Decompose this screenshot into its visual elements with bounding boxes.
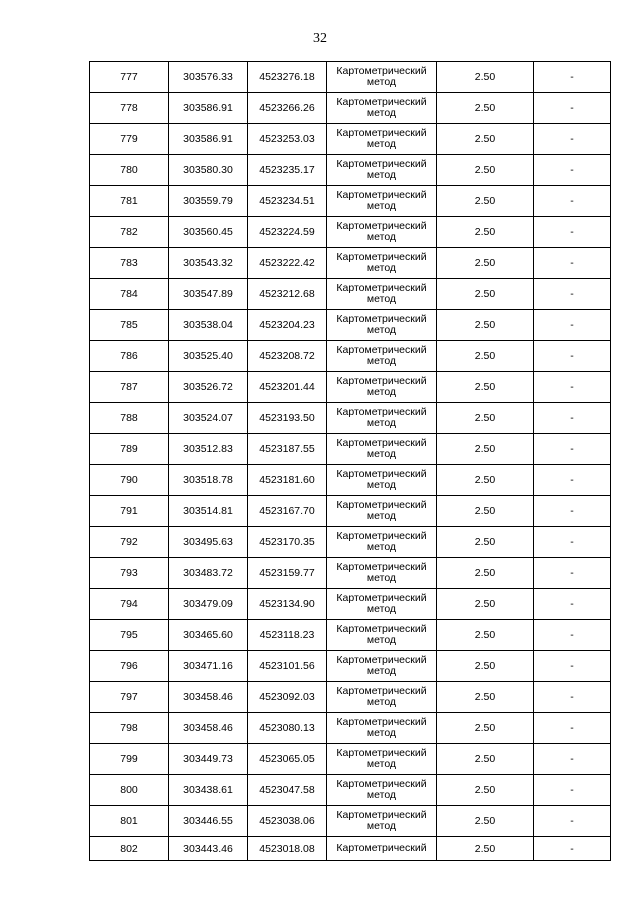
point-number-cell: 794	[90, 589, 169, 620]
table-row	[90, 806, 611, 837]
y-coordinate-cell: 4523222.42	[248, 248, 327, 279]
table-row	[90, 589, 611, 620]
y-coordinate-cell: 4523266.26	[248, 93, 327, 124]
point-number-cell: 786	[90, 341, 169, 372]
y-coordinate-cell: 4523167.70	[248, 496, 327, 527]
y-coordinate-cell: 4523092.03	[248, 682, 327, 713]
table-row	[90, 62, 611, 93]
note-cell: -	[534, 589, 611, 620]
method-cell: Картометрический метод	[327, 775, 437, 806]
x-coordinate-cell: 303483.72	[169, 558, 248, 589]
table-row	[90, 744, 611, 775]
table-row	[90, 527, 611, 558]
point-number-cell: 791	[90, 496, 169, 527]
y-coordinate-cell: 4523193.50	[248, 403, 327, 434]
accuracy-cell: 2.50	[437, 434, 534, 465]
x-coordinate-cell: 303524.07	[169, 403, 248, 434]
table-row	[90, 403, 611, 434]
point-number-cell: 781	[90, 186, 169, 217]
method-cell: Картометрический метод	[327, 806, 437, 837]
method-cell: Картометрический метод	[327, 186, 437, 217]
point-number-cell: 783	[90, 248, 169, 279]
method-cell: Картометрический метод	[327, 403, 437, 434]
method-cell: Картометрический метод	[327, 651, 437, 682]
method-cell: Картометрический метод	[327, 372, 437, 403]
y-coordinate-cell: 4523234.51	[248, 186, 327, 217]
point-number-cell: 787	[90, 372, 169, 403]
accuracy-cell: 2.50	[437, 713, 534, 744]
x-coordinate-cell: 303538.04	[169, 310, 248, 341]
x-coordinate-cell: 303580.30	[169, 155, 248, 186]
y-coordinate-cell: 4523047.58	[248, 775, 327, 806]
accuracy-cell: 2.50	[437, 341, 534, 372]
y-coordinate-cell: 4523118.23	[248, 620, 327, 651]
accuracy-cell: 2.50	[437, 217, 534, 248]
x-coordinate-cell: 303446.55	[169, 806, 248, 837]
table-row	[90, 496, 611, 527]
accuracy-cell: 2.50	[437, 372, 534, 403]
accuracy-cell: 2.50	[437, 93, 534, 124]
note-cell: -	[534, 837, 611, 861]
x-coordinate-cell: 303518.78	[169, 465, 248, 496]
point-number-cell: 801	[90, 806, 169, 837]
point-number-cell: 797	[90, 682, 169, 713]
note-cell: -	[534, 403, 611, 434]
point-number-cell: 785	[90, 310, 169, 341]
table-row	[90, 713, 611, 744]
method-cell: Картометрический метод	[327, 93, 437, 124]
point-number-cell: 796	[90, 651, 169, 682]
point-number-cell: 798	[90, 713, 169, 744]
x-coordinate-cell: 303449.73	[169, 744, 248, 775]
x-coordinate-cell: 303465.60	[169, 620, 248, 651]
x-coordinate-cell: 303512.83	[169, 434, 248, 465]
point-number-cell: 782	[90, 217, 169, 248]
y-coordinate-cell: 4523181.60	[248, 465, 327, 496]
note-cell: -	[534, 620, 611, 651]
note-cell: -	[534, 806, 611, 837]
y-coordinate-cell: 4523253.03	[248, 124, 327, 155]
x-coordinate-cell: 303495.63	[169, 527, 248, 558]
accuracy-cell: 2.50	[437, 496, 534, 527]
y-coordinate-cell: 4523201.44	[248, 372, 327, 403]
method-cell: Картометрический метод	[327, 465, 437, 496]
note-cell: -	[534, 155, 611, 186]
x-coordinate-cell: 303560.45	[169, 217, 248, 248]
accuracy-cell: 2.50	[437, 744, 534, 775]
note-cell: -	[534, 651, 611, 682]
table-row	[90, 682, 611, 713]
x-coordinate-cell: 303547.89	[169, 279, 248, 310]
method-cell: Картометрический метод	[327, 713, 437, 744]
table-row	[90, 651, 611, 682]
y-coordinate-cell: 4523065.05	[248, 744, 327, 775]
point-number-cell: 779	[90, 124, 169, 155]
point-number-cell: 795	[90, 620, 169, 651]
table-row	[90, 434, 611, 465]
accuracy-cell: 2.50	[437, 527, 534, 558]
point-number-cell: 788	[90, 403, 169, 434]
x-coordinate-cell: 303471.16	[169, 651, 248, 682]
note-cell: -	[534, 434, 611, 465]
x-coordinate-cell: 303576.33	[169, 62, 248, 93]
note-cell: -	[534, 279, 611, 310]
method-cell: Картометрический метод	[327, 248, 437, 279]
accuracy-cell: 2.50	[437, 310, 534, 341]
accuracy-cell: 2.50	[437, 589, 534, 620]
method-cell: Картометрический метод	[327, 310, 437, 341]
table-row	[90, 775, 611, 806]
note-cell: -	[534, 744, 611, 775]
point-number-cell: 790	[90, 465, 169, 496]
table-row	[90, 558, 611, 589]
accuracy-cell: 2.50	[437, 620, 534, 651]
accuracy-cell: 2.50	[437, 806, 534, 837]
y-coordinate-cell: 4523235.17	[248, 155, 327, 186]
point-number-cell: 800	[90, 775, 169, 806]
note-cell: -	[534, 248, 611, 279]
method-cell: Картометрический метод	[327, 341, 437, 372]
method-cell: Картометрический	[327, 837, 437, 861]
point-number-cell: 793	[90, 558, 169, 589]
y-coordinate-cell: 4523134.90	[248, 589, 327, 620]
note-cell: -	[534, 62, 611, 93]
note-cell: -	[534, 775, 611, 806]
x-coordinate-cell: 303458.46	[169, 682, 248, 713]
x-coordinate-cell: 303586.91	[169, 124, 248, 155]
note-cell: -	[534, 372, 611, 403]
y-coordinate-cell: 4523276.18	[248, 62, 327, 93]
x-coordinate-cell: 303458.46	[169, 713, 248, 744]
note-cell: -	[534, 713, 611, 744]
table-row	[90, 372, 611, 403]
x-coordinate-cell: 303526.72	[169, 372, 248, 403]
coordinates-table	[89, 61, 611, 861]
coordinates-table-body	[90, 62, 611, 861]
y-coordinate-cell: 4523080.13	[248, 713, 327, 744]
note-cell: -	[534, 217, 611, 248]
note-cell: -	[534, 310, 611, 341]
point-number-cell: 799	[90, 744, 169, 775]
point-number-cell: 802	[90, 837, 169, 861]
y-coordinate-cell: 4523101.56	[248, 651, 327, 682]
table-row	[90, 310, 611, 341]
page-number: 32	[313, 31, 327, 46]
accuracy-cell: 2.50	[437, 155, 534, 186]
method-cell: Картометрический метод	[327, 434, 437, 465]
point-number-cell: 784	[90, 279, 169, 310]
note-cell: -	[534, 465, 611, 496]
note-cell: -	[534, 186, 611, 217]
table-row	[90, 186, 611, 217]
table-row	[90, 837, 611, 861]
accuracy-cell: 2.50	[437, 465, 534, 496]
x-coordinate-cell: 303438.61	[169, 775, 248, 806]
point-number-cell: 780	[90, 155, 169, 186]
y-coordinate-cell: 4523204.23	[248, 310, 327, 341]
table-row	[90, 620, 611, 651]
method-cell: Картометрический метод	[327, 744, 437, 775]
accuracy-cell: 2.50	[437, 403, 534, 434]
x-coordinate-cell: 303543.32	[169, 248, 248, 279]
point-number-cell: 792	[90, 527, 169, 558]
method-cell: Картометрический метод	[327, 279, 437, 310]
method-cell: Картометрический метод	[327, 682, 437, 713]
table-row	[90, 248, 611, 279]
note-cell: -	[534, 558, 611, 589]
accuracy-cell: 2.50	[437, 775, 534, 806]
accuracy-cell: 2.50	[437, 248, 534, 279]
table-row	[90, 341, 611, 372]
method-cell: Картометрический метод	[327, 620, 437, 651]
method-cell: Картометрический метод	[327, 558, 437, 589]
x-coordinate-cell: 303525.40	[169, 341, 248, 372]
y-coordinate-cell: 4523208.72	[248, 341, 327, 372]
note-cell: -	[534, 124, 611, 155]
point-number-cell: 778	[90, 93, 169, 124]
x-coordinate-cell: 303559.79	[169, 186, 248, 217]
point-number-cell: 789	[90, 434, 169, 465]
accuracy-cell: 2.50	[437, 186, 534, 217]
table-row	[90, 279, 611, 310]
x-coordinate-cell: 303586.91	[169, 93, 248, 124]
y-coordinate-cell: 4523170.35	[248, 527, 327, 558]
note-cell: -	[534, 341, 611, 372]
accuracy-cell: 2.50	[437, 279, 534, 310]
method-cell: Картометрический метод	[327, 589, 437, 620]
y-coordinate-cell: 4523159.77	[248, 558, 327, 589]
y-coordinate-cell: 4523018.08	[248, 837, 327, 861]
accuracy-cell: 2.50	[437, 651, 534, 682]
method-cell: Картометрический метод	[327, 217, 437, 248]
accuracy-cell: 2.50	[437, 682, 534, 713]
table-row	[90, 217, 611, 248]
accuracy-cell: 2.50	[437, 124, 534, 155]
method-cell: Картометрический метод	[327, 527, 437, 558]
y-coordinate-cell: 4523038.06	[248, 806, 327, 837]
accuracy-cell: 2.50	[437, 558, 534, 589]
y-coordinate-cell: 4523224.59	[248, 217, 327, 248]
x-coordinate-cell: 303514.81	[169, 496, 248, 527]
table-row	[90, 93, 611, 124]
accuracy-cell: 2.50	[437, 62, 534, 93]
table-row	[90, 465, 611, 496]
note-cell: -	[534, 527, 611, 558]
table-row	[90, 124, 611, 155]
method-cell: Картометрический метод	[327, 496, 437, 527]
note-cell: -	[534, 93, 611, 124]
y-coordinate-cell: 4523187.55	[248, 434, 327, 465]
method-cell: Картометрический метод	[327, 62, 437, 93]
accuracy-cell: 2.50	[437, 837, 534, 861]
note-cell: -	[534, 682, 611, 713]
x-coordinate-cell: 303443.46	[169, 837, 248, 861]
method-cell: Картометрический метод	[327, 155, 437, 186]
method-cell: Картометрический метод	[327, 124, 437, 155]
x-coordinate-cell: 303479.09	[169, 589, 248, 620]
note-cell: -	[534, 496, 611, 527]
table-row	[90, 155, 611, 186]
point-number-cell: 777	[90, 62, 169, 93]
y-coordinate-cell: 4523212.68	[248, 279, 327, 310]
